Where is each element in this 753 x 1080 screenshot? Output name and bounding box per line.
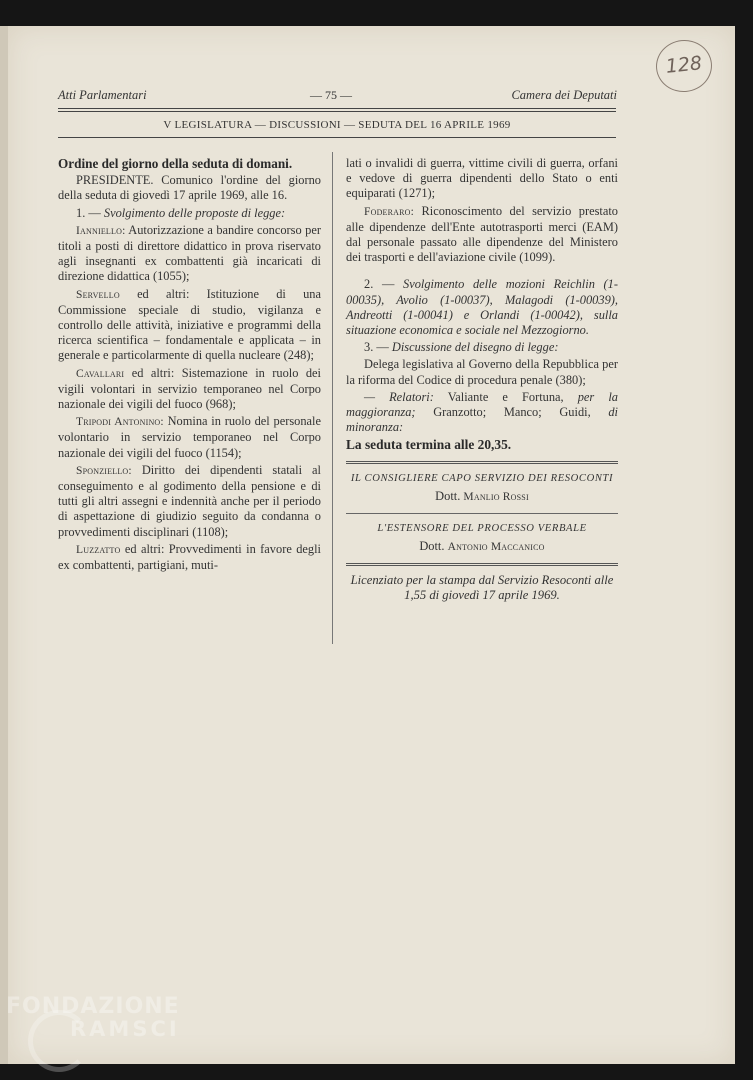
speaker-name: PRESIDENTE. [76, 173, 154, 188]
relatori-paragraph [346, 390, 618, 436]
item-3-heading [346, 340, 618, 355]
signatory-role-2: L'ESTENSORE DEL PROCESSO VERBALE [377, 523, 587, 535]
header-rule-bottom [58, 137, 616, 138]
item-2-paragraph [346, 277, 618, 338]
relatori-minority: Granzotto; Manco; Guidi, [433, 405, 591, 420]
session-closing: La seduta termina alle 20,35. [346, 437, 512, 453]
proposal-sponziello [58, 463, 321, 540]
proposer-name: Luzzatto [76, 543, 121, 556]
signatory-fullname: Antonio Maccanico [447, 541, 545, 554]
print-license-note: Licenziato per la stampa dal Servizio Resoconti alle 1,55 di giovedì 17 aprile 1969. [350, 573, 614, 603]
section-title: Ordine del giorno della seduta di domani. [58, 156, 293, 171]
item-1-number: 1. — [76, 205, 101, 220]
item-2-text: Svolgimento delle mozioni Reichlin (1-00035), Avolio (1-00037), Malagodi (1-00039), Andreotti (1-00041) e Orlandi (1-00042), sulla situazione economica e sociale nel Mezzogiorno. [346, 277, 618, 338]
proposal-servello [58, 287, 321, 364]
header-left: Atti Parlamentari [58, 88, 147, 102]
proposal-cavallari [58, 366, 321, 413]
session-subheader: V LEGISLATURA — DISCUSSIONI — SEDUTA DEL 16 APRILE 1969 [163, 119, 511, 131]
proposal-text: ed altri: Sistemazione in ruolo dei vigili volontari in servizio temporaneo nel Corpo nazionale dei vigili del fuoco (968); [58, 365, 321, 412]
double-rule [346, 563, 618, 566]
relatori-label: — Relatori: [364, 389, 434, 404]
proposal-text: ed altri: Istituzione di una Commissione speciale di studio, vigilanza e controllo delle attività, iniziative e programmi della ricerca scientifica – fondamentale e applicata – in generale e particolarmente di quella nucleare (248); [58, 286, 321, 363]
header-rule-top [58, 108, 616, 109]
proposal-luzzatto [58, 542, 321, 573]
item-2-number: 2. — [364, 277, 395, 292]
signatory-title: Dott. [435, 488, 461, 503]
single-rule [346, 513, 618, 514]
proposal-text: Riconoscimento del servizio prestato alle dipendenze dell'Ente autotrasporti merci (EAM) dal personale passato alle dipendenze del Ministero dei trasporti e dell'aviazione civile (1099). [346, 203, 618, 265]
signatory-title: Dott. [419, 539, 445, 554]
signatory-name-2 [346, 539, 618, 555]
watermark [6, 996, 180, 1040]
proposal-tripodi [58, 414, 321, 461]
proposer-name: Ianniello: [76, 224, 126, 237]
proposer-name: Sponziello: [76, 464, 132, 477]
proposal-text: Nomina in ruolo del personale volontario in servizio temporaneo nel Corpo nazionale dei vigili del fuoco (1154); [58, 414, 321, 460]
relatori-majority: Valiante e Fortuna, [447, 389, 564, 404]
intro-text: Comunico l'ordine del giorno della seduta di giovedì 17 aprile 1969, alle 16. [58, 173, 321, 203]
watermark-line-1: FONDAZIONE [6, 994, 180, 1019]
item-3-number: 3. — [364, 340, 389, 355]
proposal-luzzatto-continued: lati o invalidi di guerra, vittime civili di guerra, orfani e vedove di guerra dipendenti dello Stato o enti equiparati (1271); [346, 156, 618, 201]
proposer-name: Tripodi Antonino: [76, 416, 164, 429]
proposal-ianniello [58, 223, 321, 285]
header-right: Camera dei Deputati [511, 88, 617, 102]
left-column [58, 156, 321, 575]
archive-number-stamp: 128 [653, 37, 714, 95]
proposal-text: ed altri: Provvedimenti in favore degli ex combattenti, partigiani, muti- [58, 541, 321, 573]
item-1-title: Svolgimento delle proposte di legge: [103, 205, 286, 220]
relatori-minority-role: di minoranza: [346, 405, 618, 435]
proposer-name: Foderaro: [364, 205, 415, 218]
item-3-text: Delega legislativa al Governo della Repubblica per la riforma del Codice di procedura penale (380); [346, 357, 618, 387]
signatory-name-1 [346, 489, 618, 505]
item-1-heading [58, 206, 321, 221]
column-divider [332, 152, 333, 644]
relatori-majority-role: per la maggioranza; [346, 389, 618, 420]
right-column [346, 156, 618, 603]
header-rule-top-2 [58, 111, 616, 112]
signatory-fullname: Manlio Rossi [463, 490, 529, 503]
page-number: — 75 — [310, 88, 352, 102]
proposal-foderaro [346, 204, 618, 266]
signatory-role-1: IL CONSIGLIERE CAPO SERVIZIO DEI RESOCONTI [350, 472, 614, 484]
double-rule [346, 461, 618, 464]
proposer-name: Servello [76, 288, 120, 301]
intro-paragraph [58, 173, 321, 203]
proposer-name: Cavallari [76, 367, 125, 380]
proposal-text: Diritto dei dipendenti statali al conseguimento e al godimento della pensione e di tutti gli altri assegni e indennità anche per il periodo di aspettazione di giudizio seguito da condanna o provvedimenti disciplinari (1108); [58, 462, 321, 539]
watermark-line-2: RAMSCI [70, 1017, 180, 1041]
item-3-title: Discussione del disegno di legge: [391, 340, 559, 355]
proposal-text: Autorizzazione a bandire concorso per titoli a posti di direttore didattico in prova riservato agli insegnanti ex combattenti già incaricati di direzione didattica (1055); [58, 222, 321, 284]
